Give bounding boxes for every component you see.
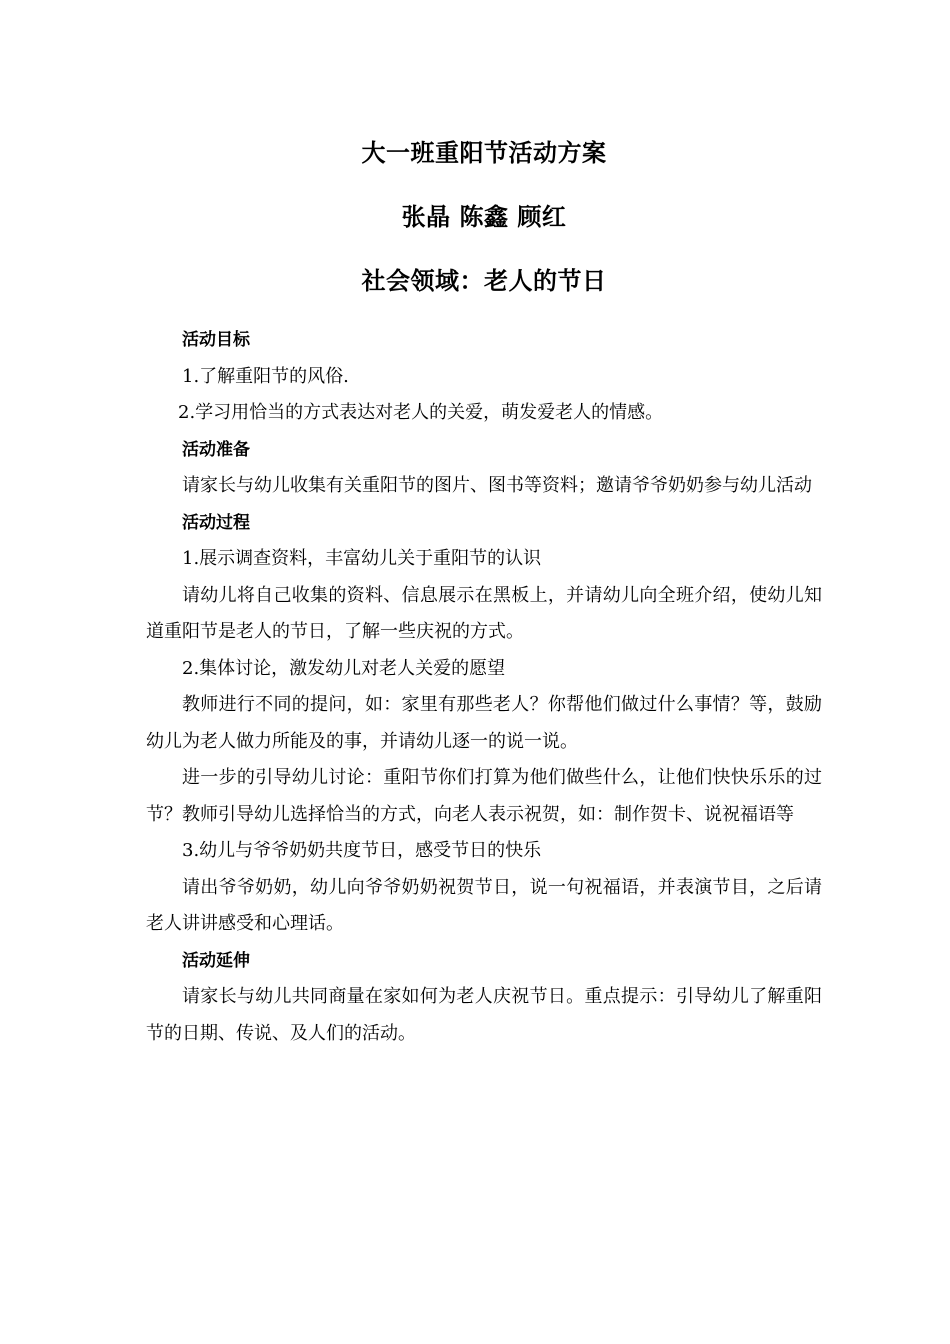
paragraph: 1.了解重阳节的风俗. <box>182 365 349 387</box>
paragraph: 3.幼儿与爷爷奶奶共度节日，感受节日的快乐 <box>182 840 542 861</box>
section-heading: 活动延伸 <box>182 950 250 971</box>
paragraph: 请幼儿将自己收集的资料、信息展示在黑板上，并请幼儿向全班介绍，使幼儿知道重阳节是老人的节日，了解一些庆祝的方式。 <box>146 584 822 642</box>
document-subtitle: 社会领域：老人的节日 <box>361 267 607 295</box>
section-heading: 活动准备 <box>182 439 250 460</box>
paragraph: 请家长与幼儿共同商量在家如何为老人庆祝节日。重点提示：引导幼儿了解重阳节的日期、传说、及人们的活动。 <box>146 986 822 1044</box>
document-title: 大一班重阳节活动方案 <box>361 139 607 167</box>
section-heading: 活动目标 <box>182 330 250 350</box>
section-extension <box>146 943 822 1053</box>
paragraph: 2.学习用恰当的方式表达对老人的关爱，萌发爱老人的情感。 <box>178 402 664 423</box>
paragraph: 进一步的引导幼儿讨论：重阳节你们打算为他们做些什么，让他们快快乐乐的过节？教师引导幼儿选择恰当的方式，向老人表示祝贺，如：制作贺卡、说祝福语等 <box>146 767 822 825</box>
paragraph: 请家长与幼儿收集有关重阳节的图片、图书等资料；邀请爷爷奶奶参与幼儿活动 <box>182 475 812 496</box>
document-body <box>146 322 822 1052</box>
paragraph: 教师进行不同的提问，如：家里有那些老人？你帮他们做过什么事情？等，鼓励幼儿为老人做力所能及的事，并请幼儿逐一的说一说。 <box>146 694 822 752</box>
section-heading: 活动过程 <box>182 512 250 533</box>
section-preparation <box>146 432 822 505</box>
paragraph: 2.集体讨论，激发幼儿对老人关爱的愿望 <box>182 657 506 679</box>
section-process <box>146 505 822 943</box>
paragraph: 请出爷爷奶奶，幼儿向爷爷奶奶祝贺节日，说一句祝福语，并表演节目，之后请老人讲讲感受和心理话。 <box>146 876 822 934</box>
document-authors: 张晶 陈鑫 顾红 <box>401 203 567 231</box>
section-goals <box>146 322 822 432</box>
paragraph: 1.展示调查资料，丰富幼儿关于重阳节的认识 <box>182 548 542 569</box>
